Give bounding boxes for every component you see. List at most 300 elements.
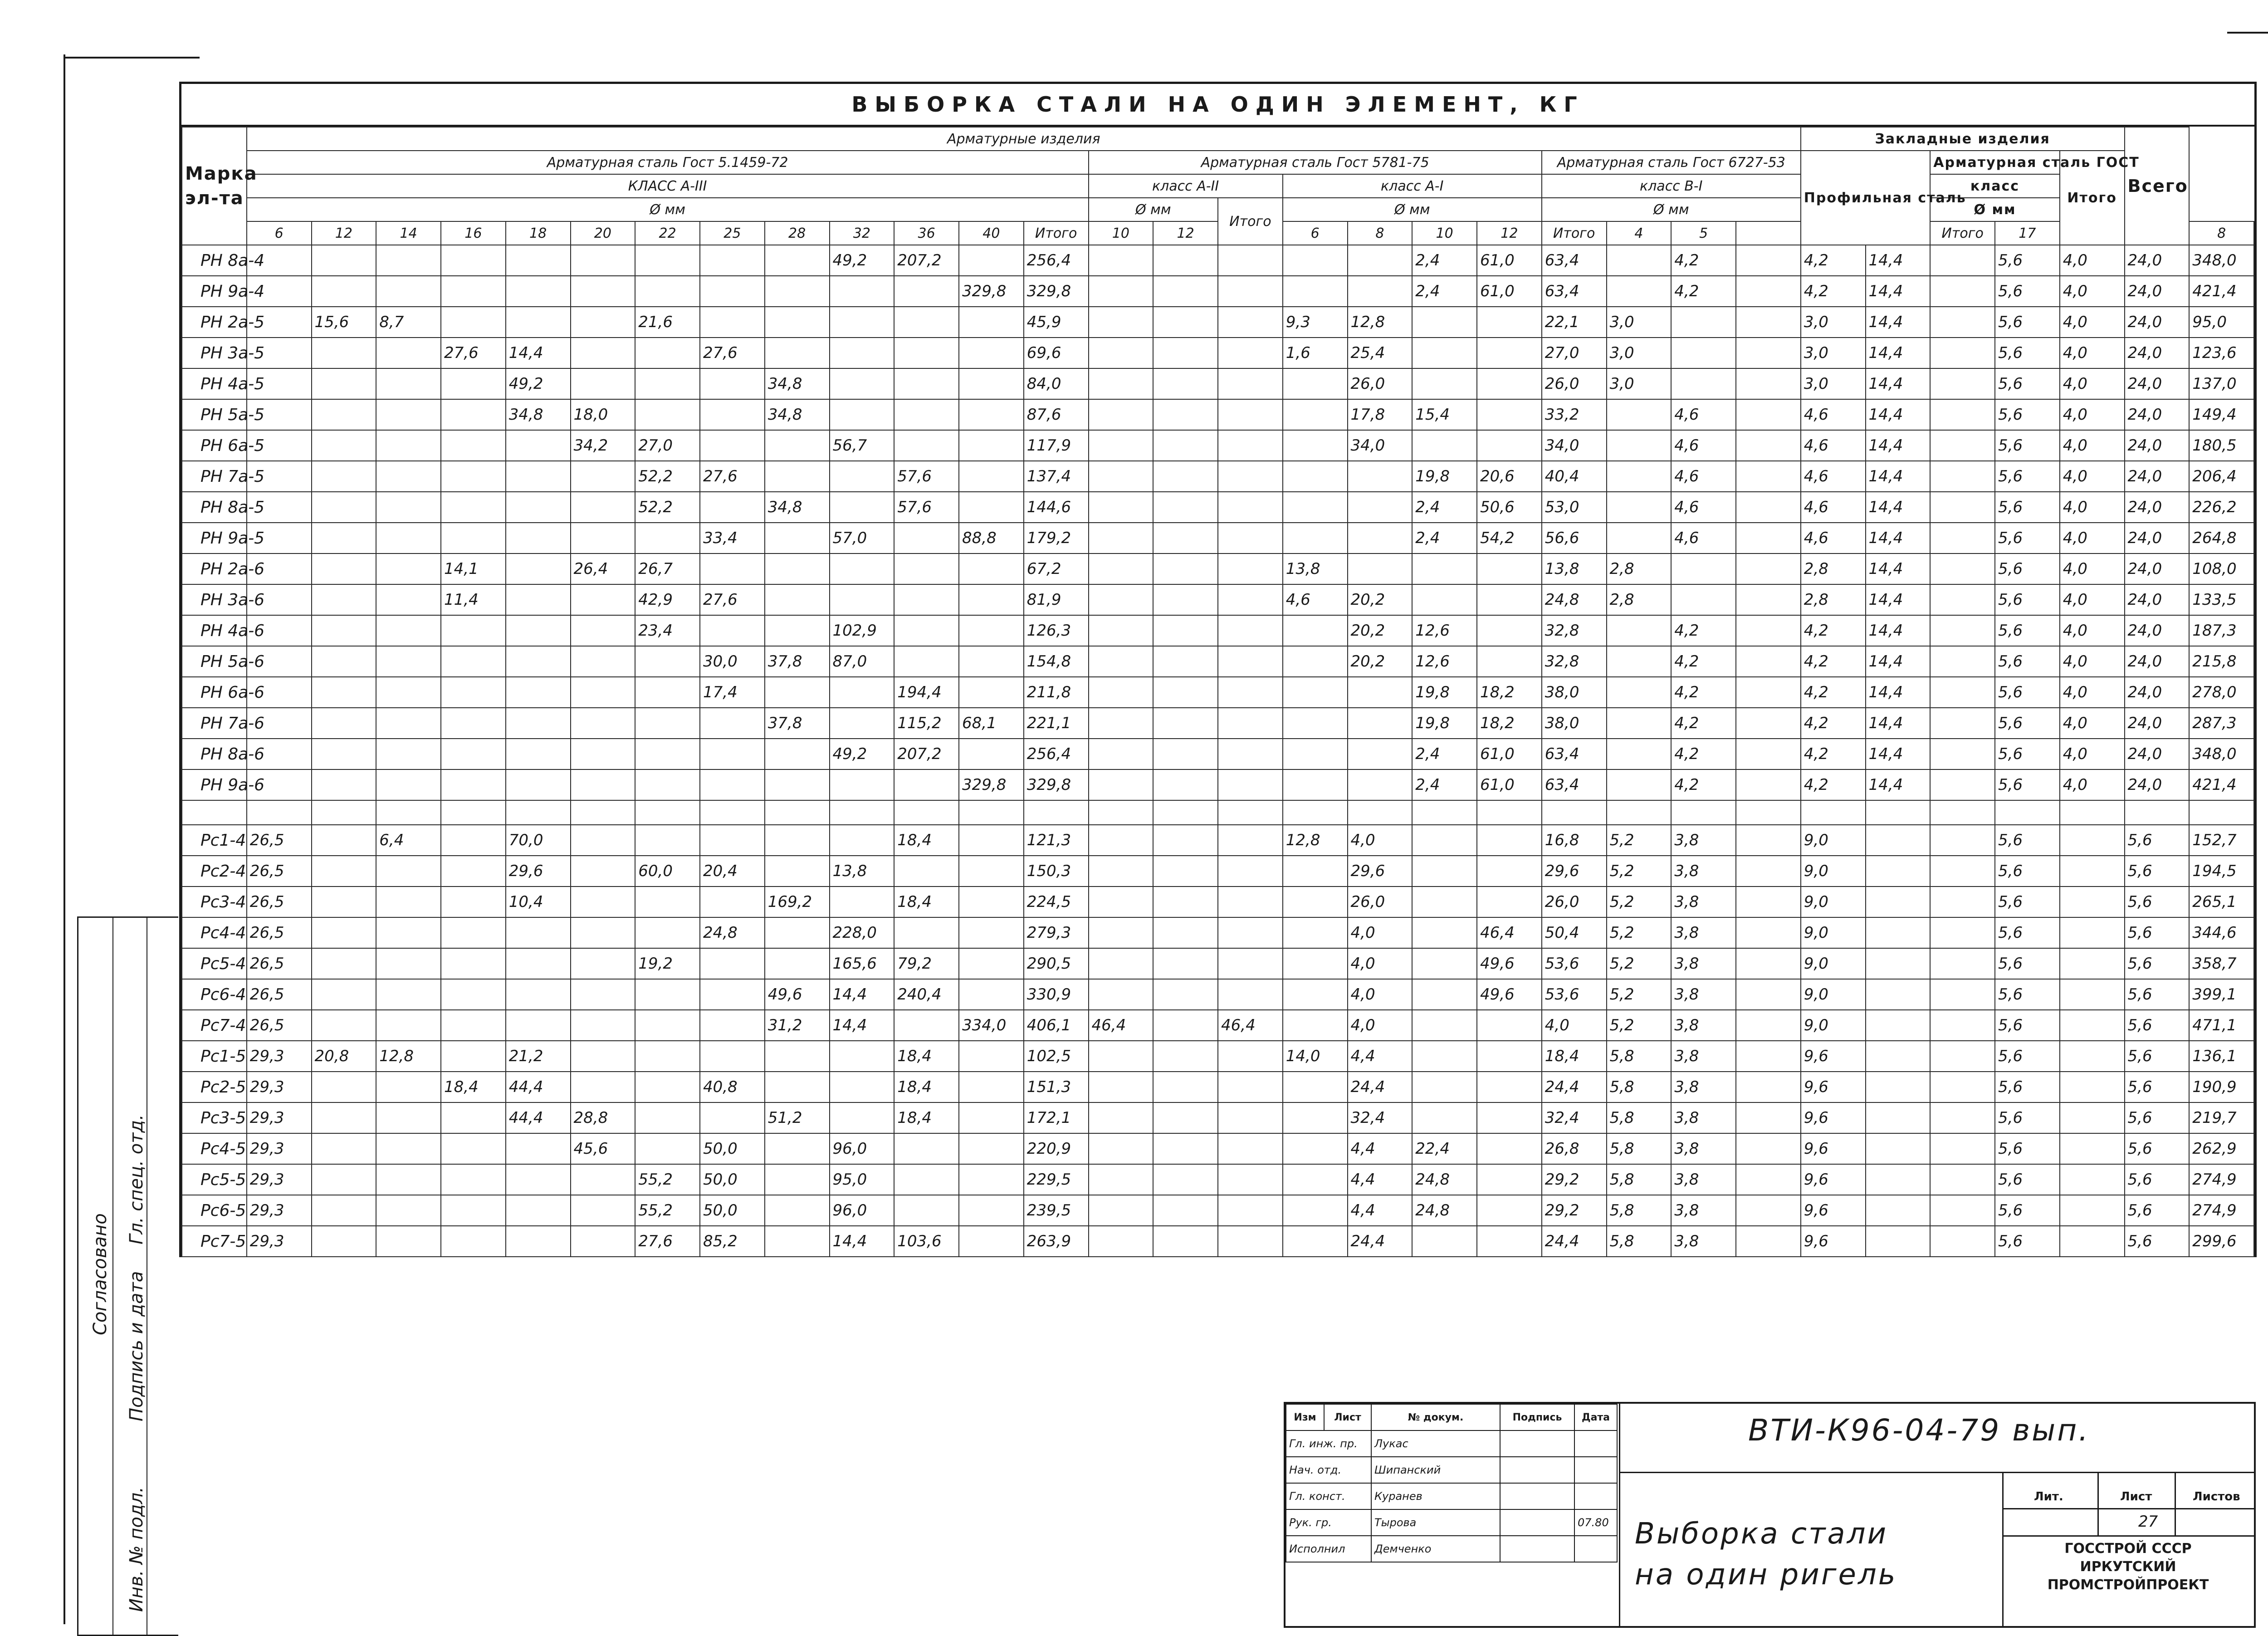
- steel-value-cell: [1477, 1164, 1542, 1195]
- steel-value-cell: 14,4: [1866, 461, 1931, 492]
- steel-value-cell: [441, 1164, 506, 1195]
- steel-value-cell: 5,6: [1995, 615, 2060, 646]
- steel-value-cell: [1153, 1226, 1218, 1257]
- steel-value-cell: [1348, 769, 1413, 800]
- steel-value-cell: 49,6: [765, 979, 830, 1010]
- steel-value-cell: 20,4: [700, 856, 765, 887]
- spacer-cell: [247, 800, 312, 825]
- steel-value-cell: 5,2: [1607, 1010, 1672, 1041]
- steel-value-cell: 421,4: [2189, 276, 2254, 307]
- steel-value-cell: 9,6: [1801, 1133, 1866, 1164]
- steel-value-cell: 84,0: [1024, 368, 1089, 399]
- steel-value-cell: [1477, 1226, 1542, 1257]
- steel-value-cell: [1218, 1195, 1283, 1226]
- steel-value-cell: 14,4: [1866, 739, 1931, 769]
- org-line2: ИРКУТСКИЙ: [2080, 1559, 2176, 1575]
- steel-value-cell: [506, 677, 571, 708]
- steel-value-cell: [2060, 917, 2125, 948]
- steel-value-cell: 287,3: [2189, 708, 2254, 739]
- element-mark: Рс6-4: [182, 979, 247, 1010]
- steel-value-cell: [441, 917, 506, 948]
- steel-value-cell: [959, 1072, 1024, 1102]
- steel-value-cell: [1412, 553, 1477, 584]
- steel-value-cell: [894, 307, 959, 338]
- steel-value-cell: [312, 368, 376, 399]
- steel-value-cell: 26,5: [247, 917, 312, 948]
- steel-value-cell: 2,4: [1412, 492, 1477, 523]
- spacer-cell: [1348, 800, 1413, 825]
- steel-value-cell: 3,8: [1671, 917, 1736, 948]
- steel-value-cell: [312, 584, 376, 615]
- table-row: [182, 1164, 2254, 1195]
- steel-value-cell: [1930, 307, 1995, 338]
- steel-value-cell: [1153, 769, 1218, 800]
- steel-value-cell: 30,0: [700, 646, 765, 677]
- steel-value-cell: [1736, 430, 1801, 461]
- steel-value-cell: [1283, 461, 1348, 492]
- steel-value-cell: 49,2: [830, 739, 894, 769]
- steel-value-cell: 9,0: [1801, 917, 1866, 948]
- steel-value-cell: [571, 1195, 635, 1226]
- steel-value-cell: [376, 769, 441, 800]
- steel-value-cell: [1412, 948, 1477, 979]
- steel-value-cell: [1089, 338, 1154, 368]
- steel-value-cell: [959, 1164, 1024, 1195]
- steel-value-cell: [1736, 245, 1801, 276]
- steel-value-cell: 406,1: [1024, 1010, 1089, 1041]
- steel-value-cell: 5,6: [1995, 338, 2060, 368]
- steel-value-cell: 24,0: [2125, 553, 2190, 584]
- steel-value-cell: 4,2: [1671, 245, 1736, 276]
- steel-value-cell: [376, 1072, 441, 1102]
- steel-value-cell: 4,6: [1801, 430, 1866, 461]
- steel-value-cell: 27,0: [1542, 338, 1607, 368]
- steel-value-cell: 26,7: [635, 553, 700, 584]
- steel-value-cell: 262,9: [2189, 1133, 2254, 1164]
- steel-value-cell: [571, 708, 635, 739]
- steel-value-cell: 12,6: [1412, 646, 1477, 677]
- role-chief-engineer: Гл. инж. пр.: [1286, 1430, 1371, 1457]
- steel-value-cell: 24,0: [2125, 399, 2190, 430]
- steel-value-cell: 2,8: [1801, 553, 1866, 584]
- steel-value-cell: [765, 1164, 830, 1195]
- steel-value-cell: [700, 948, 765, 979]
- steel-value-cell: 169,2: [765, 887, 830, 917]
- steel-value-cell: [894, 368, 959, 399]
- steel-value-cell: [1089, 1072, 1154, 1102]
- steel-value-cell: [700, 979, 765, 1010]
- steel-value-cell: [1089, 584, 1154, 615]
- table-row: [182, 276, 2254, 307]
- steel-value-cell: 329,8: [959, 276, 1024, 307]
- steel-value-cell: [1089, 739, 1154, 769]
- steel-value-cell: [1348, 739, 1413, 769]
- steel-value-cell: 4,2: [1801, 769, 1866, 800]
- mark-header-line1: Марка: [185, 163, 258, 184]
- embedded-products-header: Закладные изделия: [1801, 127, 2125, 151]
- element-mark: Рс7-4: [182, 1010, 247, 1041]
- steel-value-cell: 103,6: [894, 1226, 959, 1257]
- date-executor: [1574, 1536, 1617, 1562]
- steel-value-cell: [506, 461, 571, 492]
- steel-value-cell: 11,4: [441, 584, 506, 615]
- steel-value-cell: 9,6: [1801, 1195, 1866, 1226]
- steel-value-cell: 179,2: [1024, 523, 1089, 553]
- steel-value-cell: [1607, 739, 1672, 769]
- steel-value-cell: [376, 677, 441, 708]
- steel-value-cell: [1283, 368, 1348, 399]
- steel-value-cell: 115,2: [894, 708, 959, 739]
- steel-value-cell: [635, 917, 700, 948]
- mark-header-line2: эл-та: [185, 188, 244, 209]
- sig-group-head: [1500, 1509, 1574, 1536]
- steel-value-cell: 5,6: [2125, 887, 2190, 917]
- steel-value-cell: [441, 461, 506, 492]
- steel-value-cell: 5,6: [1995, 368, 2060, 399]
- steel-value-cell: 3,0: [1801, 338, 1866, 368]
- steel-value-cell: [1283, 245, 1348, 276]
- steel-value-cell: 63,4: [1542, 245, 1607, 276]
- steel-value-cell: 24,8: [1412, 1195, 1477, 1226]
- steel-value-cell: 102,5: [1024, 1041, 1089, 1072]
- steel-value-cell: [1218, 399, 1283, 430]
- steel-value-cell: [441, 739, 506, 769]
- steel-value-cell: [1736, 1041, 1801, 1072]
- element-mark: РН 9а-6: [182, 769, 247, 800]
- frame-top-line: [64, 57, 200, 59]
- col-12: 12: [312, 221, 376, 245]
- steel-value-cell: 79,2: [894, 948, 959, 979]
- spacer-cell: [1089, 800, 1154, 825]
- steel-value-cell: 55,2: [635, 1164, 700, 1195]
- element-mark: РН 7а-5: [182, 461, 247, 492]
- stage-label: Лит.: [2034, 1490, 2063, 1504]
- steel-value-cell: 239,5: [1024, 1195, 1089, 1226]
- steel-value-cell: 5,6: [1995, 1195, 2060, 1226]
- steel-value-cell: 4,2: [1671, 769, 1736, 800]
- steel-value-cell: 14,4: [1866, 769, 1931, 800]
- steel-value-cell: [959, 584, 1024, 615]
- steel-value-cell: [571, 1010, 635, 1041]
- steel-value-cell: [894, 553, 959, 584]
- steel-value-cell: [700, 276, 765, 307]
- steel-value-cell: [376, 1102, 441, 1133]
- steel-value-cell: 4,0: [2060, 276, 2125, 307]
- steel-value-cell: [312, 1226, 376, 1257]
- drawing-title-line2: на один ригель: [1635, 1558, 1897, 1592]
- steel-value-cell: [635, 887, 700, 917]
- steel-value-cell: [1283, 917, 1348, 948]
- steel-value-cell: [1477, 856, 1542, 887]
- steel-value-cell: 4,0: [1348, 825, 1413, 856]
- steel-value-cell: [571, 338, 635, 368]
- steel-value-cell: [635, 739, 700, 769]
- steel-value-cell: 5,8: [1607, 1195, 1672, 1226]
- steel-value-cell: 2,8: [1607, 584, 1672, 615]
- steel-value-cell: [635, 708, 700, 739]
- steel-value-cell: 274,9: [2189, 1164, 2254, 1195]
- table-row: [182, 338, 2254, 368]
- col-emb-17: 17: [1995, 221, 2060, 245]
- steel-value-cell: 27,6: [700, 461, 765, 492]
- steel-value-cell: [1607, 523, 1672, 553]
- spacer-cell: [1412, 800, 1477, 825]
- steel-value-cell: [1089, 856, 1154, 887]
- steel-value-cell: 26,5: [247, 1010, 312, 1041]
- steel-value-cell: 26,4: [571, 553, 635, 584]
- steel-value-cell: 5,6: [1995, 1226, 2060, 1257]
- steel-value-cell: [1283, 1133, 1348, 1164]
- steel-value-cell: [571, 1164, 635, 1195]
- steel-value-cell: 20,8: [312, 1041, 376, 1072]
- steel-value-cell: [441, 1041, 506, 1072]
- steel-value-cell: [312, 1072, 376, 1102]
- steel-value-cell: 45,9: [1024, 307, 1089, 338]
- steel-value-cell: [765, 430, 830, 461]
- steel-value-cell: [894, 1164, 959, 1195]
- steel-value-cell: [312, 646, 376, 677]
- steel-value-cell: [1736, 769, 1801, 800]
- table-row: [182, 1133, 2254, 1164]
- steel-value-cell: 22,1: [1542, 307, 1607, 338]
- element-mark: Рс7-5: [182, 1226, 247, 1257]
- steel-value-cell: [959, 1195, 1024, 1226]
- steel-value-cell: 137,4: [1024, 461, 1089, 492]
- steel-value-cell: 5,2: [1607, 825, 1672, 856]
- steel-value-cell: [376, 1195, 441, 1226]
- steel-value-cell: 5,6: [1995, 708, 2060, 739]
- steel-value-cell: [1477, 646, 1542, 677]
- steel-value-cell: 329,8: [959, 769, 1024, 800]
- steel-value-cell: [1736, 368, 1801, 399]
- steel-value-cell: [1283, 646, 1348, 677]
- steel-value-cell: [1866, 856, 1931, 887]
- steel-value-cell: 32,4: [1542, 1102, 1607, 1133]
- col-emb-8: 8: [2189, 221, 2254, 245]
- steel-value-cell: [2060, 1226, 2125, 1257]
- steel-value-cell: [376, 646, 441, 677]
- steel-value-cell: 4,0: [2060, 368, 2125, 399]
- steel-value-cell: [376, 276, 441, 307]
- spacer-cell: [700, 800, 765, 825]
- steel-value-cell: 4,2: [1801, 245, 1866, 276]
- steel-value-cell: [959, 825, 1024, 856]
- steel-value-cell: 49,2: [506, 368, 571, 399]
- steel-value-cell: 5,2: [1607, 856, 1672, 887]
- steel-value-cell: [506, 917, 571, 948]
- steel-value-cell: [765, 1195, 830, 1226]
- rev-col-sheet: Лист: [1324, 1404, 1371, 1430]
- steel-value-cell: [765, 245, 830, 276]
- steel-value-cell: [894, 584, 959, 615]
- element-mark: РН 3а-5: [182, 338, 247, 368]
- steel-value-cell: 19,8: [1412, 708, 1477, 739]
- group2a-diam-header: Ø мм: [1089, 198, 1218, 221]
- steel-value-cell: [765, 677, 830, 708]
- steel-value-cell: 265,1: [2189, 887, 2254, 917]
- steel-value-cell: [635, 646, 700, 677]
- spacer-cell: [182, 800, 247, 825]
- steel-value-cell: 14,4: [506, 338, 571, 368]
- steel-value-cell: [1218, 1072, 1283, 1102]
- spacer-cell: [1283, 800, 1348, 825]
- element-mark: РН 6а-5: [182, 430, 247, 461]
- title-block: [1284, 1402, 2256, 1628]
- table-row: [182, 492, 2254, 523]
- steel-value-cell: [2060, 979, 2125, 1010]
- steel-value-cell: [830, 399, 894, 430]
- steel-value-cell: [1218, 739, 1283, 769]
- spacer-cell: [312, 800, 376, 825]
- steel-value-cell: [1283, 708, 1348, 739]
- steel-value-cell: 46,4: [1218, 1010, 1283, 1041]
- steel-value-cell: [1477, 584, 1542, 615]
- steel-value-cell: [2060, 1041, 2125, 1072]
- steel-value-cell: [1218, 1133, 1283, 1164]
- steel-value-cell: [1477, 1102, 1542, 1133]
- steel-value-cell: 172,1: [1024, 1102, 1089, 1133]
- itogo-emb-header: Итого: [2060, 151, 2125, 245]
- steel-value-cell: 19,8: [1412, 677, 1477, 708]
- steel-value-cell: 149,4: [2189, 399, 2254, 430]
- steel-value-cell: 5,6: [1995, 523, 2060, 553]
- steel-value-cell: [1283, 1072, 1348, 1102]
- steel-value-cell: [506, 276, 571, 307]
- steel-value-cell: 5,6: [1995, 1102, 2060, 1133]
- steel-value-cell: [571, 979, 635, 1010]
- total-header: Всего: [2125, 127, 2190, 245]
- steel-value-cell: 63,4: [1542, 739, 1607, 769]
- steel-value-cell: 24,0: [2125, 677, 2190, 708]
- steel-value-cell: [506, 769, 571, 800]
- steel-value-cell: [376, 430, 441, 461]
- steel-value-cell: 14,4: [1866, 307, 1931, 338]
- col-36: 36: [894, 221, 959, 245]
- steel-value-cell: [1736, 1010, 1801, 1041]
- col-14: 14: [376, 221, 441, 245]
- steel-value-cell: 187,3: [2189, 615, 2254, 646]
- steel-value-cell: [441, 887, 506, 917]
- steel-value-cell: 5,6: [1995, 1072, 2060, 1102]
- steel-value-cell: [1218, 979, 1283, 1010]
- steel-value-cell: 9,6: [1801, 1164, 1866, 1195]
- steel-value-cell: [2060, 1010, 2125, 1041]
- steel-value-cell: 18,0: [571, 399, 635, 430]
- steel-value-cell: 3,0: [1801, 307, 1866, 338]
- steel-value-cell: 57,6: [894, 492, 959, 523]
- steel-value-cell: [1348, 708, 1413, 739]
- steel-value-cell: [894, 1133, 959, 1164]
- steel-value-cell: 4,2: [1671, 708, 1736, 739]
- steel-value-cell: [571, 739, 635, 769]
- steel-value-cell: [830, 276, 894, 307]
- steel-value-cell: [1607, 769, 1672, 800]
- steel-value-cell: 211,8: [1024, 677, 1089, 708]
- steel-value-cell: 29,3: [247, 1195, 312, 1226]
- steel-value-cell: [635, 399, 700, 430]
- steel-value-cell: 87,0: [830, 646, 894, 677]
- steel-value-cell: 274,9: [2189, 1195, 2254, 1226]
- steel-value-cell: [1930, 553, 1995, 584]
- steel-value-cell: [1412, 1041, 1477, 1072]
- steel-value-cell: [1089, 276, 1154, 307]
- steel-value-cell: [830, 492, 894, 523]
- steel-value-cell: 3,8: [1671, 825, 1736, 856]
- steel-value-cell: [312, 276, 376, 307]
- steel-value-cell: [1283, 948, 1348, 979]
- steel-value-cell: 24,0: [2125, 584, 2190, 615]
- col-28: 28: [765, 221, 830, 245]
- col-3-4: 4: [1607, 221, 1672, 245]
- steel-value-cell: [2060, 948, 2125, 979]
- steel-value-cell: [1930, 1164, 1995, 1195]
- steel-value-cell: 5,6: [1995, 1041, 2060, 1072]
- steel-value-cell: [1607, 646, 1672, 677]
- steel-value-cell: [441, 769, 506, 800]
- stamp-divider: [2002, 1535, 2254, 1537]
- steel-value-cell: 2,4: [1412, 523, 1477, 553]
- steel-value-cell: 24,0: [2125, 430, 2190, 461]
- steel-value-cell: [312, 245, 376, 276]
- steel-value-cell: [1348, 276, 1413, 307]
- table-row: [182, 948, 2254, 979]
- steel-value-cell: [571, 917, 635, 948]
- document-code: ВТИ-К96-04-79 вып.: [1748, 1413, 2090, 1448]
- steel-value-cell: [1412, 917, 1477, 948]
- steel-value-cell: [2060, 1133, 2125, 1164]
- steel-value-cell: 207,2: [894, 739, 959, 769]
- steel-value-cell: 219,7: [2189, 1102, 2254, 1133]
- profile-steel-header: Профильная сталь: [1801, 151, 1931, 245]
- steel-value-cell: 61,0: [1477, 276, 1542, 307]
- steel-value-cell: 4,0: [1348, 979, 1413, 1010]
- steel-value-cell: 3,8: [1671, 1195, 1736, 1226]
- steel-value-cell: [700, 399, 765, 430]
- steel-value-cell: 9,6: [1801, 1072, 1866, 1102]
- steel-value-cell: 24,4: [1348, 1226, 1413, 1257]
- steel-value-cell: [1477, 1195, 1542, 1226]
- steel-value-cell: 9,3: [1283, 307, 1348, 338]
- steel-value-cell: [506, 708, 571, 739]
- steel-value-cell: [700, 245, 765, 276]
- steel-value-cell: 20,2: [1348, 615, 1413, 646]
- steel-value-cell: [1283, 523, 1348, 553]
- steel-value-cell: 14,1: [441, 553, 506, 584]
- steel-value-cell: 5,6: [1995, 1164, 2060, 1195]
- steel-value-cell: [1283, 399, 1348, 430]
- steel-value-cell: [1930, 584, 1995, 615]
- col-3-itogo: Итого: [1930, 221, 1995, 245]
- steel-value-cell: [441, 677, 506, 708]
- steel-value-cell: [1671, 584, 1736, 615]
- steel-value-cell: [700, 368, 765, 399]
- steel-value-cell: 32,8: [1542, 646, 1607, 677]
- group3-diam-header: Ø мм: [1542, 198, 1801, 221]
- role-group-head: Рук. гр.: [1286, 1509, 1371, 1536]
- steel-value-cell: 29,3: [247, 1041, 312, 1072]
- steel-value-cell: 329,8: [1024, 276, 1089, 307]
- steel-value-cell: 4,2: [1671, 677, 1736, 708]
- steel-value-cell: 96,0: [830, 1133, 894, 1164]
- steel-value-cell: [1153, 276, 1218, 307]
- steel-value-cell: 4,6: [1671, 430, 1736, 461]
- steel-value-cell: [571, 245, 635, 276]
- steel-value-cell: [1412, 368, 1477, 399]
- steel-value-cell: 14,4: [1866, 584, 1931, 615]
- steel-value-cell: [441, 856, 506, 887]
- table-row: [182, 708, 2254, 739]
- steel-value-cell: 54,2: [1477, 523, 1542, 553]
